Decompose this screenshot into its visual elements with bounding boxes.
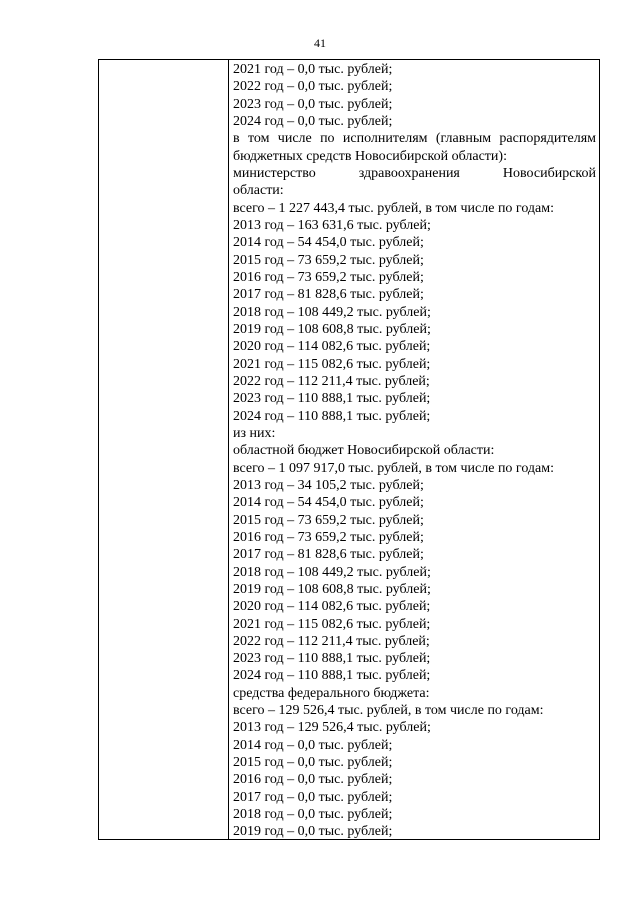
text-line: всего – 1 097 917,0 тыс. рублей, в том числе по годам:	[233, 460, 555, 476]
text-line: 2023 год – 0,0 тыс. рублей;	[233, 96, 393, 112]
text-line: 2015 год – 73 659,2 тыс. рублей;	[233, 512, 424, 528]
text-line: 2017 год – 0,0 тыс. рублей;	[233, 789, 393, 805]
text-line: 2021 год – 115 082,6 тыс. рублей;	[233, 356, 431, 372]
text-line: 2013 год – 129 526,4 тыс. рублей;	[233, 720, 431, 736]
text-line: 2021 год – 0,0 тыс. рублей;	[233, 62, 393, 77]
text-line: 2014 год – 54 454,0 тыс. рублей;	[233, 235, 424, 251]
funding-table	[98, 59, 600, 840]
text-line: 2015 год – 73 659,2 тыс. рублей;	[233, 252, 424, 268]
text-line: 2022 год – 112 211,4 тыс. рублей;	[233, 633, 430, 649]
text-line: 2023 год – 110 888,1 тыс. рублей;	[233, 391, 431, 407]
text-line: 2024 год – 110 888,1 тыс. рублей;	[233, 668, 431, 684]
text-line: 2017 год – 81 828,6 тыс. рублей;	[233, 287, 424, 303]
text-line: 2021 год – 115 082,6 тыс. рублей;	[233, 616, 431, 632]
text-line: 2014 год – 0,0 тыс. рублей;	[233, 737, 393, 753]
text-line: всего – 1 227 443,4 тыс. рублей, в том числе по годам:	[233, 200, 555, 216]
text-line: 2018 год – 108 449,2 тыс. рублей;	[233, 304, 431, 320]
text-line: министерство здравоохранения Новосибирской	[233, 165, 596, 181]
text-line: 2019 год – 0,0 тыс. рублей;	[233, 824, 393, 839]
text-line: 2014 год – 54 454,0 тыс. рублей;	[233, 495, 424, 511]
text-line: областной бюджет Новосибирской области:	[233, 443, 495, 459]
text-line: 2015 год – 0,0 тыс. рублей;	[233, 755, 393, 771]
text-line: бюджетных средств Новосибирской области):	[233, 148, 507, 164]
text-line: 2016 год – 73 659,2 тыс. рублей;	[233, 529, 424, 545]
text-line: 2020 год – 114 082,6 тыс. рублей;	[233, 339, 431, 355]
text-line: области:	[233, 183, 284, 199]
text-line: 2013 год – 34 105,2 тыс. рублей;	[233, 477, 424, 493]
text-line: 2022 год – 112 211,4 тыс. рублей;	[233, 373, 430, 389]
text-line: 2017 год – 81 828,6 тыс. рублей;	[233, 547, 424, 563]
text-line: 2024 год – 0,0 тыс. рублей;	[233, 113, 393, 129]
text-line: 2016 год – 73 659,2 тыс. рублей;	[233, 269, 424, 285]
text-line: 2022 год – 0,0 тыс. рублей;	[233, 79, 393, 95]
text-line: 2019 год – 108 608,8 тыс. рублей;	[233, 581, 431, 597]
table-right-cell	[229, 60, 599, 839]
text-line: 2024 год – 110 888,1 тыс. рублей;	[233, 408, 431, 424]
page-number: 41	[314, 36, 326, 50]
text-line: 2020 год – 114 082,6 тыс. рублей;	[233, 599, 431, 615]
text-line: из них:	[233, 425, 276, 441]
text-line: 2013 год – 163 631,6 тыс. рублей;	[233, 217, 431, 233]
text-line: 2018 год – 0,0 тыс. рублей;	[233, 807, 393, 823]
text-line: 2023 год – 110 888,1 тыс. рублей;	[233, 651, 431, 667]
text-line: всего – 129 526,4 тыс. рублей, в том числе по годам:	[233, 703, 544, 719]
text-line: в том числе по исполнителям (главным распорядителям	[233, 131, 596, 147]
text-line: 2018 год – 108 449,2 тыс. рублей;	[233, 564, 431, 580]
text-line: 2019 год – 108 608,8 тыс. рублей;	[233, 321, 431, 337]
table-left-cell	[99, 60, 229, 839]
text-line: средства федерального бюджета:	[233, 685, 430, 701]
text-line: 2016 год – 0,0 тыс. рублей;	[233, 772, 393, 788]
